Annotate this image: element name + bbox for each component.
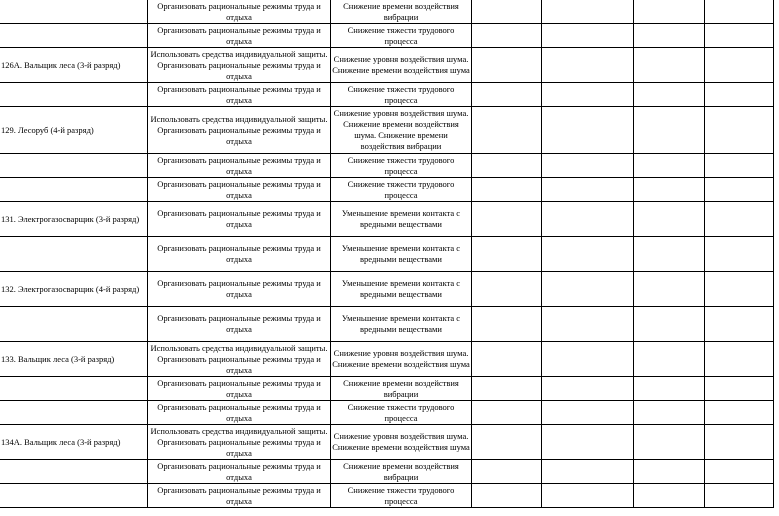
measure-cell: Организовать рациональные режимы труда и отдыха xyxy=(148,24,331,48)
measure-cell: Организовать рациональные режимы труда и отдыха xyxy=(148,460,331,484)
empty-cell xyxy=(542,237,634,272)
table-row xyxy=(0,460,774,484)
empty-cell xyxy=(705,154,774,178)
position-name-cell xyxy=(0,154,148,178)
empty-cell xyxy=(542,178,634,202)
position-name-cell xyxy=(0,178,148,202)
empty-cell xyxy=(542,154,634,178)
empty-cell xyxy=(705,202,774,237)
table-row xyxy=(0,377,774,401)
empty-cell xyxy=(472,0,542,24)
empty-cell xyxy=(542,272,634,307)
empty-cell xyxy=(472,107,542,154)
table-row xyxy=(0,484,774,508)
measure-cell: Использовать средства индивидуальной защиты. Организовать рациональные режимы труда и отдыха xyxy=(148,48,331,83)
measure-cell: Организовать рациональные режимы труда и отдыха xyxy=(148,178,331,202)
table-row xyxy=(0,272,774,307)
measure-cell: Организовать рациональные режимы труда и отдыха xyxy=(148,377,331,401)
empty-cell xyxy=(634,272,705,307)
goal-cell: Снижение тяжести трудового процесса xyxy=(331,401,472,425)
empty-cell xyxy=(542,377,634,401)
goal-cell: Снижение тяжести трудового процесса xyxy=(331,83,472,107)
position-name-cell xyxy=(0,460,148,484)
empty-cell xyxy=(542,0,634,24)
empty-cell xyxy=(634,48,705,83)
empty-cell xyxy=(634,342,705,377)
measure-cell: Организовать рациональные режимы труда и отдыха xyxy=(148,83,331,107)
empty-cell xyxy=(542,307,634,342)
empty-cell xyxy=(542,48,634,83)
empty-cell xyxy=(705,178,774,202)
empty-cell xyxy=(472,377,542,401)
empty-cell xyxy=(542,342,634,377)
position-name-cell: 133. Вальщик леса (3-й разряд) xyxy=(0,342,148,377)
empty-cell xyxy=(542,107,634,154)
table-row xyxy=(0,83,774,107)
empty-cell xyxy=(634,460,705,484)
goal-cell: Снижение тяжести трудового процесса xyxy=(331,24,472,48)
goal-cell: Снижение уровня воздействия шума. Снижение времени воздействия шума xyxy=(331,342,472,377)
empty-cell xyxy=(472,237,542,272)
empty-cell xyxy=(634,0,705,24)
position-name-cell xyxy=(0,484,148,508)
position-name-cell xyxy=(0,83,148,107)
goal-cell: Снижение времени воздействия вибрации xyxy=(331,377,472,401)
measure-cell: Использовать средства индивидуальной защиты. Организовать рациональные режимы труда и отдыха xyxy=(148,425,331,460)
empty-cell xyxy=(472,484,542,508)
goal-cell: Уменьшение времени контакта с вредными веществами xyxy=(331,307,472,342)
empty-cell xyxy=(634,377,705,401)
table-row xyxy=(0,107,774,154)
position-name-cell xyxy=(0,24,148,48)
empty-cell xyxy=(705,377,774,401)
empty-cell xyxy=(705,342,774,377)
empty-cell xyxy=(634,178,705,202)
measure-cell: Организовать рациональные режимы труда и отдыха xyxy=(148,272,331,307)
measure-cell: Организовать рациональные режимы труда и отдыха xyxy=(148,484,331,508)
empty-cell xyxy=(472,24,542,48)
empty-cell xyxy=(472,48,542,83)
measure-cell: Использовать средства индивидуальной защиты. Организовать рациональные режимы труда и отдыха xyxy=(148,107,331,154)
table-row xyxy=(0,202,774,237)
empty-cell xyxy=(705,401,774,425)
empty-cell xyxy=(634,237,705,272)
empty-cell xyxy=(634,24,705,48)
position-name-cell xyxy=(0,0,148,24)
empty-cell xyxy=(472,178,542,202)
empty-cell xyxy=(634,307,705,342)
goal-cell: Снижение тяжести трудового процесса xyxy=(331,178,472,202)
empty-cell xyxy=(472,154,542,178)
empty-cell xyxy=(634,425,705,460)
empty-cell xyxy=(472,401,542,425)
empty-cell xyxy=(472,425,542,460)
position-name-cell xyxy=(0,237,148,272)
empty-cell xyxy=(705,307,774,342)
empty-cell xyxy=(472,460,542,484)
goal-cell: Снижение уровня воздействия шума. Снижение времени воздействия шума xyxy=(331,48,472,83)
empty-cell xyxy=(705,0,774,24)
table-row xyxy=(0,178,774,202)
goal-cell: Уменьшение времени контакта с вредными веществами xyxy=(331,237,472,272)
empty-cell xyxy=(472,202,542,237)
empty-cell xyxy=(542,401,634,425)
position-name-cell: 126А. Вальщик леса (3-й разряд) xyxy=(0,48,148,83)
empty-cell xyxy=(705,425,774,460)
position-name-cell xyxy=(0,377,148,401)
measure-cell: Организовать рациональные режимы труда и отдыха xyxy=(148,237,331,272)
goal-cell: Снижение времени воздействия вибрации xyxy=(331,460,472,484)
goal-cell: Снижение времени воздействия вибрации xyxy=(331,0,472,24)
goal-cell: Уменьшение времени контакта с вредными веществами xyxy=(331,202,472,237)
empty-cell xyxy=(472,342,542,377)
position-name-cell: 129. Лесоруб (4-й разряд) xyxy=(0,107,148,154)
empty-cell xyxy=(705,24,774,48)
empty-cell xyxy=(542,83,634,107)
empty-cell xyxy=(705,460,774,484)
table-row xyxy=(0,0,774,24)
goal-cell: Снижение уровня воздействия шума. Снижение времени воздействия шума xyxy=(331,425,472,460)
position-name-cell xyxy=(0,401,148,425)
table-row xyxy=(0,307,774,342)
empty-cell xyxy=(542,202,634,237)
measure-cell: Организовать рациональные режимы труда и отдыха xyxy=(148,202,331,237)
empty-cell xyxy=(705,48,774,83)
empty-cell xyxy=(705,83,774,107)
goal-cell: Снижение тяжести трудового процесса xyxy=(331,484,472,508)
table-row xyxy=(0,342,774,377)
empty-cell xyxy=(705,237,774,272)
empty-cell xyxy=(705,272,774,307)
goal-cell: Уменьшение времени контакта с вредными веществами xyxy=(331,272,472,307)
empty-cell xyxy=(542,484,634,508)
table-row xyxy=(0,237,774,272)
empty-cell xyxy=(542,425,634,460)
empty-cell xyxy=(472,307,542,342)
empty-cell xyxy=(634,484,705,508)
empty-cell xyxy=(705,107,774,154)
measure-cell: Организовать рациональные режимы труда и отдыха xyxy=(148,0,331,24)
position-name-cell: 131. Электрогазосварщик (3-й разряд) xyxy=(0,202,148,237)
empty-cell xyxy=(542,24,634,48)
position-name-cell xyxy=(0,307,148,342)
empty-cell xyxy=(542,460,634,484)
empty-cell xyxy=(472,83,542,107)
goal-cell: Снижение уровня воздействия шума. Снижение времени воздействия шума. Снижение времени воздействия вибрации xyxy=(331,107,472,154)
table-row xyxy=(0,154,774,178)
empty-cell xyxy=(472,272,542,307)
empty-cell xyxy=(634,107,705,154)
empty-cell xyxy=(634,154,705,178)
measure-cell: Использовать средства индивидуальной защиты. Организовать рациональные режимы труда и отдыха xyxy=(148,342,331,377)
empty-cell xyxy=(634,202,705,237)
measure-cell: Организовать рациональные режимы труда и отдыха xyxy=(148,307,331,342)
measure-cell: Организовать рациональные режимы труда и отдыха xyxy=(148,154,331,178)
table-row xyxy=(0,48,774,83)
empty-cell xyxy=(634,401,705,425)
empty-cell xyxy=(705,484,774,508)
empty-cell xyxy=(634,83,705,107)
table-row xyxy=(0,425,774,460)
table-row xyxy=(0,401,774,425)
measure-cell: Организовать рациональные режимы труда и отдыха xyxy=(148,401,331,425)
position-name-cell: 132. Электрогазосварщик (4-й разряд) xyxy=(0,272,148,307)
table-row xyxy=(0,24,774,48)
position-name-cell: 134А. Вальщик леса (3-й разряд) xyxy=(0,425,148,460)
goal-cell: Снижение тяжести трудового процесса xyxy=(331,154,472,178)
